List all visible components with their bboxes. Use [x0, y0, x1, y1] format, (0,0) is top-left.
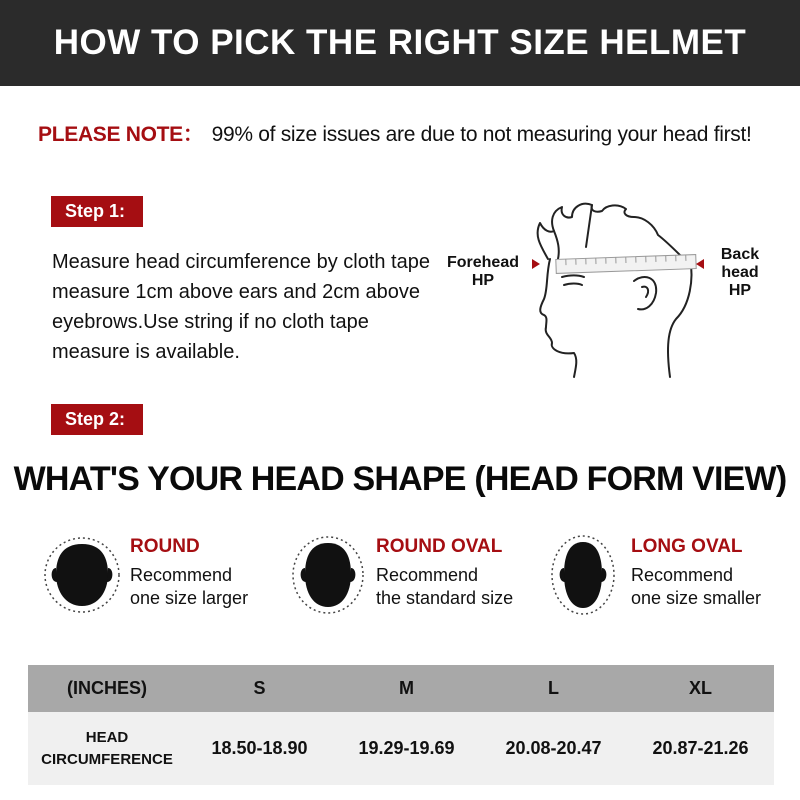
row-label-head-circumference: HEAD CIRCUMFERENCE [28, 712, 186, 785]
shape-recommendation-round-oval: Recommend the standard size [376, 565, 514, 608]
unit-header: (INCHES) [28, 665, 186, 712]
page-title: HOW TO PICK THE RIGHT SIZE HELMET [53, 23, 747, 62]
size-header-m: M [333, 665, 480, 712]
shape-recommendation-round: Recommend one size larger [130, 565, 249, 608]
shape-name-long-oval: LONG OVAL [631, 536, 743, 557]
size-value-l: 20.08-20.47 [480, 712, 627, 785]
round-oval-head-icon [288, 534, 368, 616]
size-header-xl: XL [627, 665, 774, 712]
page-title-banner [0, 0, 800, 86]
forehead-hp-label: Forehead HP [446, 254, 519, 289]
shape-name-round-oval: ROUND OVAL [376, 536, 503, 557]
round-head-icon [42, 534, 122, 616]
size-value-s: 18.50-18.90 [186, 712, 333, 785]
head-shape-title: WHAT'S YOUR HEAD SHAPE (HEAD FORM VIEW) [13, 460, 787, 498]
size-value-m: 19.29-19.69 [333, 712, 480, 785]
shape-name-round: ROUND [130, 536, 200, 557]
please-note-label: PLEASE NOTE： [38, 123, 204, 146]
size-header-row [28, 665, 774, 712]
forehead-arrow-icon [532, 259, 540, 269]
step1-instructions: Measure head circumference by cloth tape measure 1cm above ears and 2cm above eyebrows.Use string if no cloth tape measure is available. [52, 251, 430, 363]
size-chart-table [28, 665, 774, 785]
step2-badge: Step 2: [51, 404, 143, 435]
size-header-l: L [480, 665, 627, 712]
backhead-hp-label: Back head HP [720, 246, 760, 299]
backhead-arrow-icon [696, 259, 704, 269]
table-row [28, 712, 774, 785]
please-note [38, 118, 752, 148]
long-oval-head-icon [543, 534, 623, 616]
size-header-s: S [186, 665, 333, 712]
please-note-text: 99% of size issues are due to not measuring your head first! [211, 123, 752, 146]
step1-badge: Step 1: [51, 196, 143, 227]
size-value-xl: 20.87-21.26 [627, 712, 774, 785]
shape-recommendation-long-oval: Recommend one size smaller [631, 565, 762, 608]
